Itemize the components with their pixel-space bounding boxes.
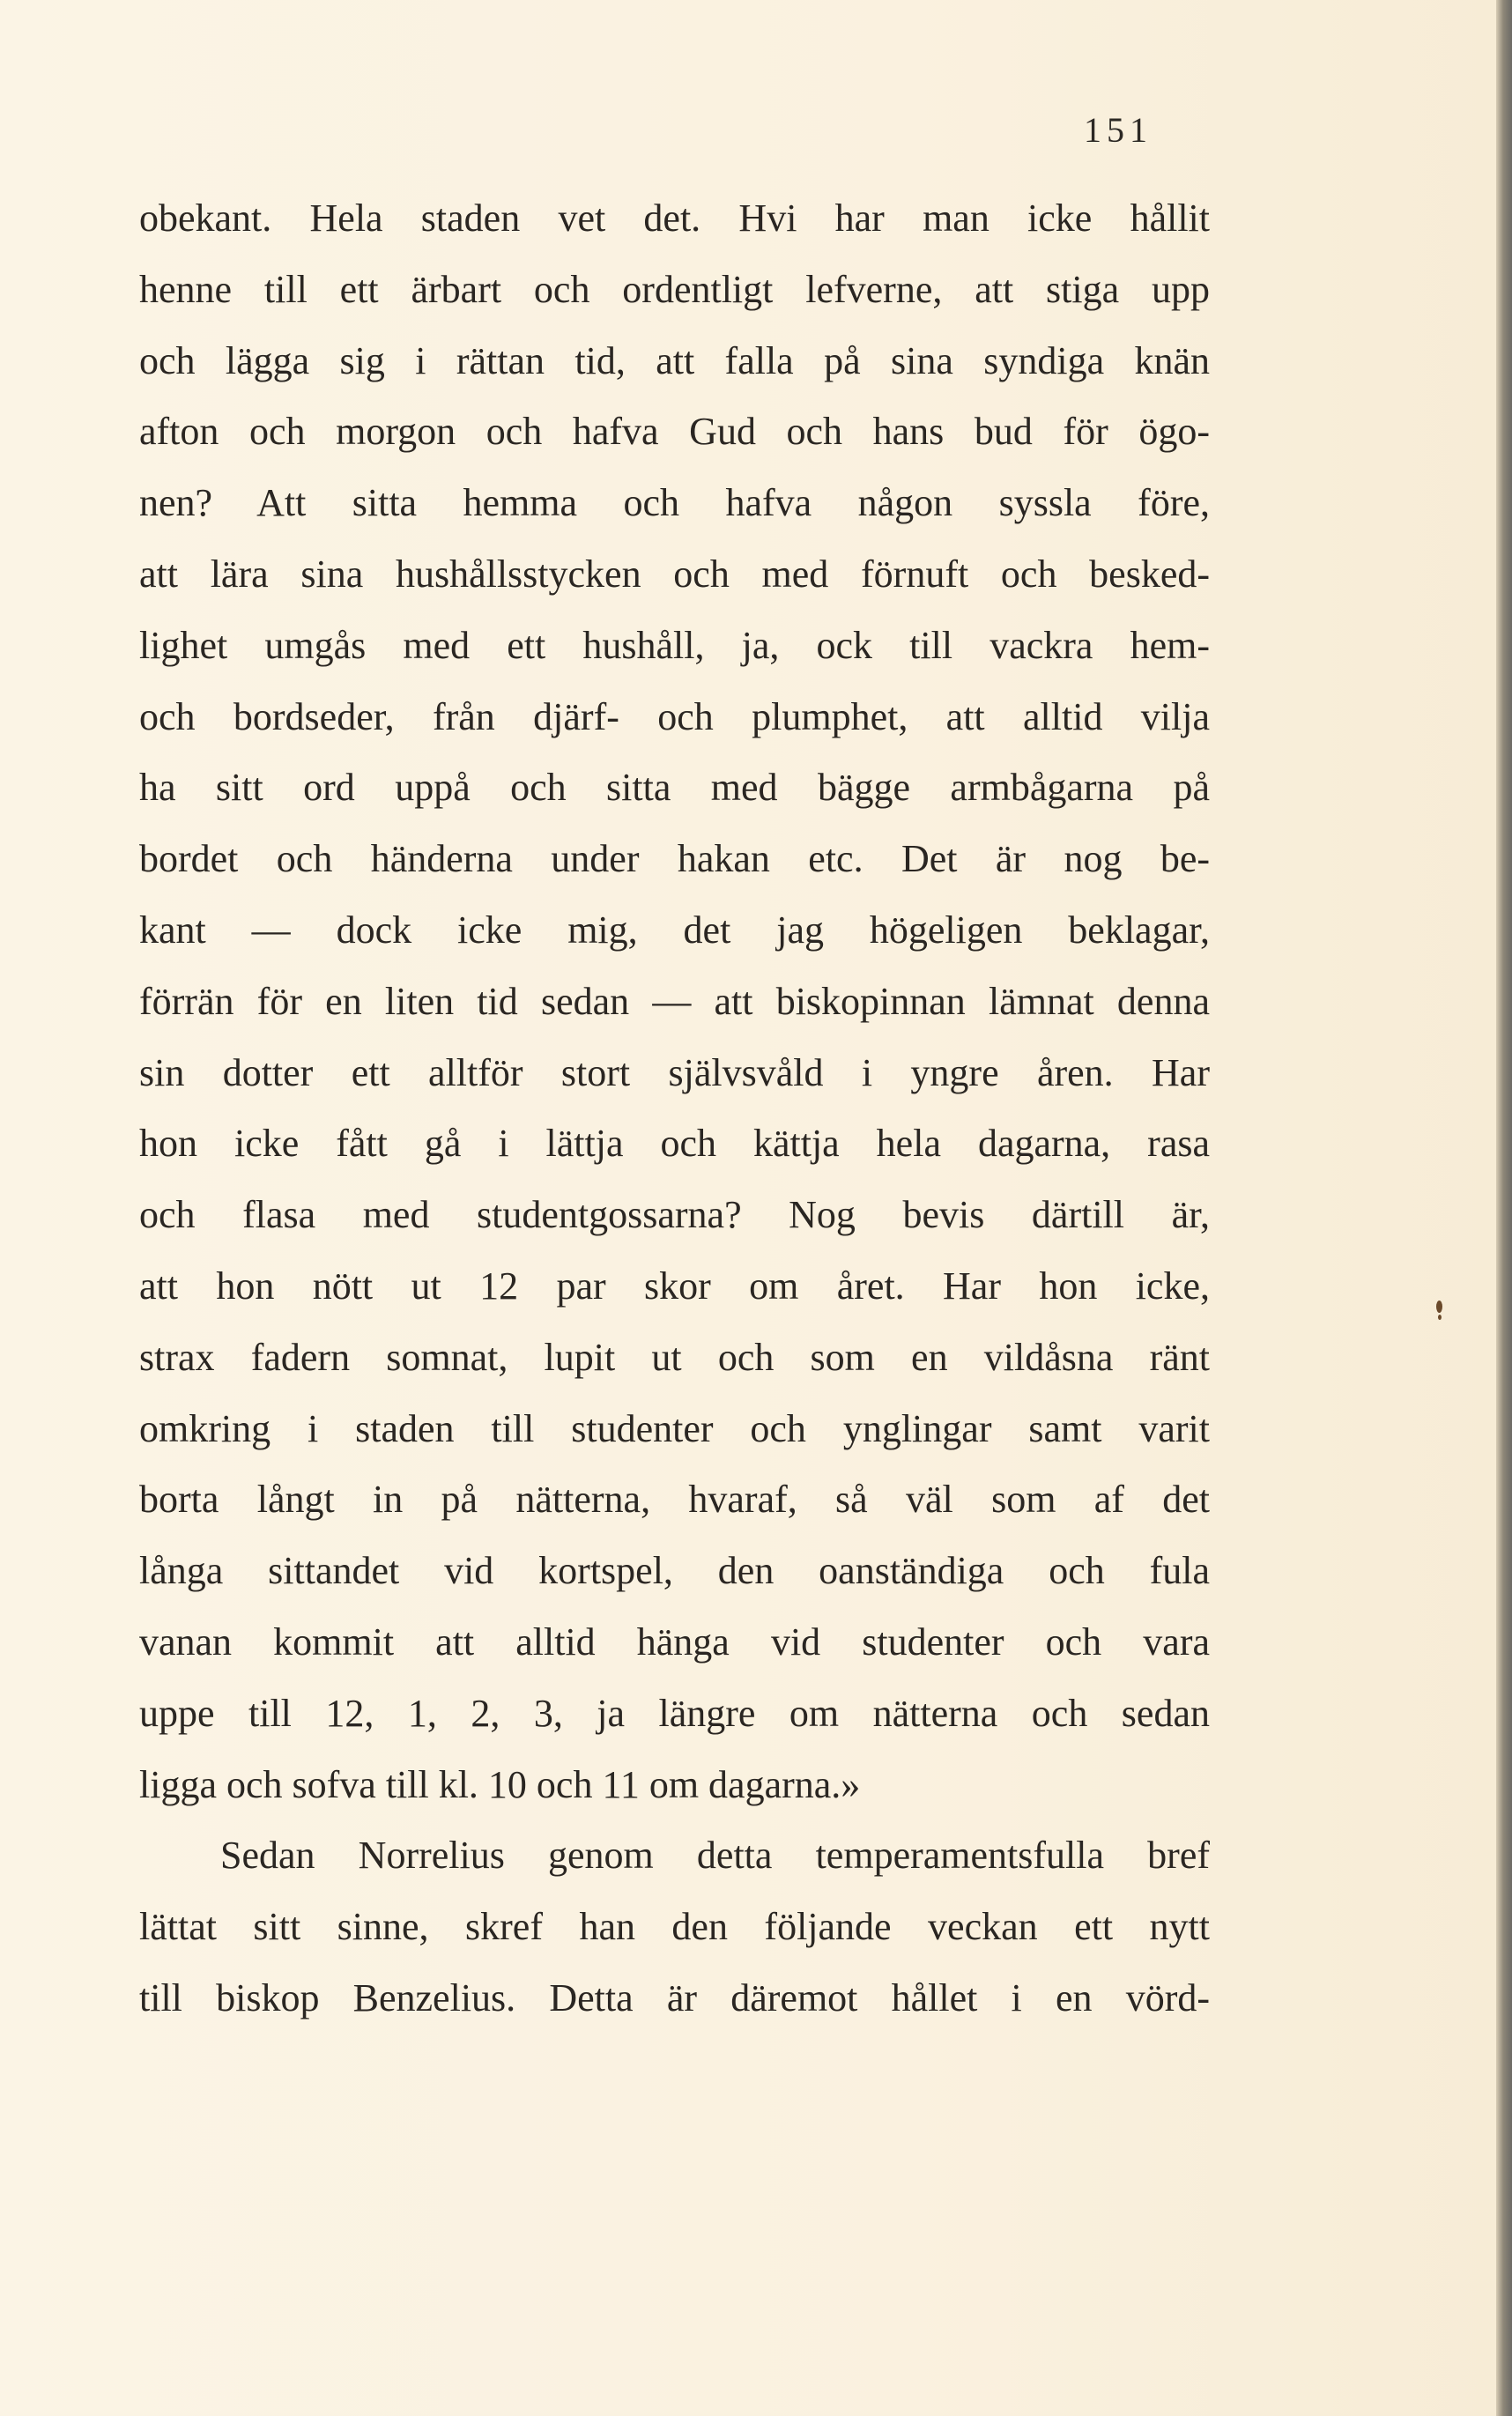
text-line: strax fadern somnat, lupit ut och som en vildåsna ränt <box>139 1335 1210 1379</box>
text-line: att lära sina hushållsstycken och med förnuft och besked- <box>139 552 1210 596</box>
text-line: och lägga sig i rättan tid, att falla på sina syndiga knän <box>139 338 1210 382</box>
text-line: och flasa med studentgossarna? Nog bevis därtill är, <box>139 1193 1210 1237</box>
ink-speck <box>1436 1301 1442 1313</box>
text-line: lighet umgås med ett hushåll, ja, ock till vackra hem- <box>139 623 1210 667</box>
text-line: ha sitt ord uppå och sitta med bägge armbågarna på <box>139 766 1210 810</box>
text-line: henne till ett ärbart och ordentligt lefverne, att stiga upp <box>139 267 1210 311</box>
body-text <box>139 183 1210 2034</box>
text-line: bordet och händerna under hakan etc. Det är nog be- <box>139 837 1210 881</box>
text-line: till biskop Benzelius. Detta är däremot hållet i en vörd- <box>139 1975 1210 2020</box>
page-edge-shadow <box>1496 0 1512 2416</box>
text-line: långa sittandet vid kortspel, den oanständiga och fula <box>139 1549 1210 1593</box>
text-line: förrän för en liten tid sedan — att biskopinnan lämnat denna <box>139 979 1210 1023</box>
text-line: nen? Att sitta hemma och hafva någon syssla före, <box>139 481 1210 525</box>
text-line: uppe till 12, 1, 2, 3, ja längre om nätterna och sedan <box>139 1691 1210 1735</box>
text-line: ligga och sofva till kl. 10 och 11 om dagarna.» <box>139 1762 861 1806</box>
text-line: afton och morgon och hafva Gud och hans bud för ögo- <box>139 410 1210 454</box>
text-line: omkring i staden till studenter och ynglingar samt varit <box>139 1406 1210 1450</box>
text-line: borta långt in på nätterna, hvaraf, så väl som af det <box>139 1478 1210 1522</box>
text-line: vanan kommit att alltid hänga vid studenter och vara <box>139 1619 1210 1664</box>
text-line: Sedan Norrelius genom detta temperamentsfulla bref <box>220 1834 1210 1878</box>
ink-speck <box>1438 1315 1442 1320</box>
text-line: kant — dock icke mig, det jag högeligen beklagar, <box>139 908 1210 952</box>
text-line: hon icke fått gå i lättja och kättja hela dagarna, rasa <box>139 1122 1210 1166</box>
text-line: lättat sitt sinne, skref han den följande veckan ett nytt <box>139 1905 1210 1949</box>
text-line: att hon nött ut 12 par skor om året. Har hon icke, <box>139 1264 1210 1308</box>
text-line: sin dotter ett alltför stort självsvåld i yngre åren. Har <box>139 1050 1210 1094</box>
text-line: och bordseder, från djärf- och plumphet, att alltid vilja <box>139 694 1210 738</box>
page-number: 151 <box>1084 110 1153 150</box>
text-line: obekant. Hela staden vet det. Hvi har man icke hållit <box>139 196 1210 240</box>
